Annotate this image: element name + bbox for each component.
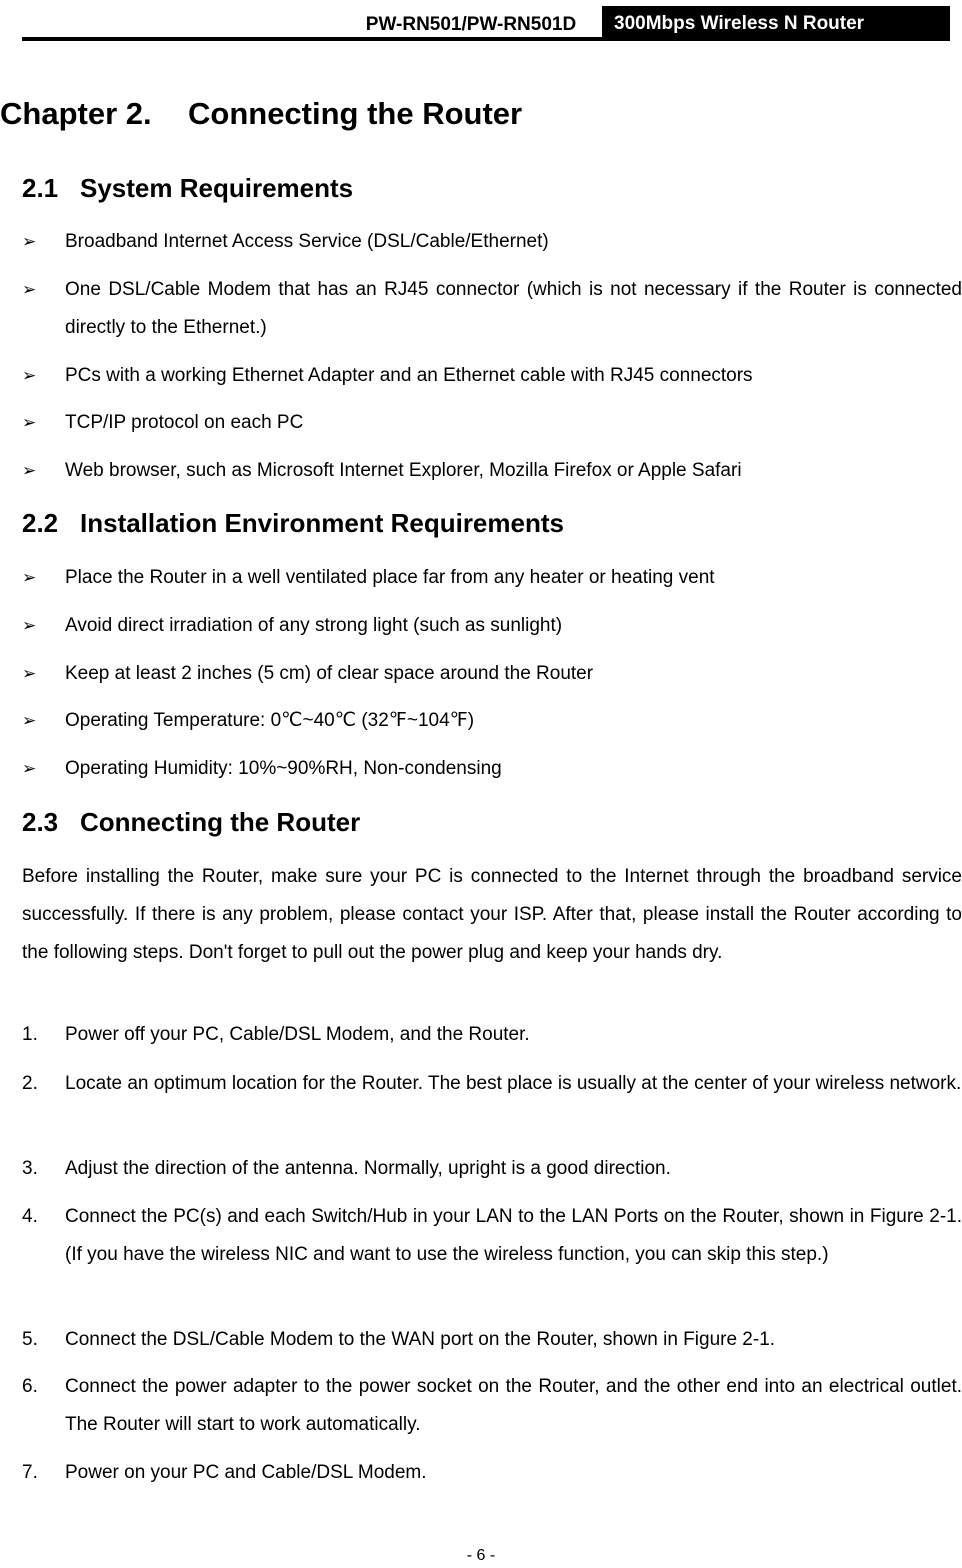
bullet-arrow-icon: ➢ bbox=[22, 280, 37, 300]
section-heading-2-1 bbox=[22, 172, 353, 204]
list-item-text: Web browser, such as Microsoft Internet Explorer, Mozilla Firefox or Apple Safari bbox=[65, 460, 742, 481]
list-item-text: Avoid direct irradiation of any strong light (such as sunlight) bbox=[65, 615, 563, 636]
step-number: 1. bbox=[22, 1024, 38, 1045]
section-title: System Requirements bbox=[80, 173, 354, 203]
step-text: Locate an optimum location for the Router. The best place is usually at the center of your wireless network. bbox=[65, 1073, 962, 1094]
step-number: 4. bbox=[22, 1206, 38, 1227]
step-item bbox=[22, 1016, 962, 1054]
list-item bbox=[22, 655, 962, 693]
page-number: - 6 - bbox=[466, 1547, 496, 1564]
chapter-title: Connecting the Router bbox=[188, 96, 523, 131]
list-item-text: Operating Humidity: 10%~90%RH, Non-condensing bbox=[65, 758, 502, 779]
step-number: 6. bbox=[22, 1376, 38, 1397]
section-heading-2-3 bbox=[22, 806, 360, 838]
step-text: Power off your PC, Cable/DSL Modem, and the Router. bbox=[65, 1024, 530, 1045]
step-item bbox=[22, 1150, 962, 1188]
bullet-arrow-icon: ➢ bbox=[22, 568, 37, 588]
header-product-title: 300Mbps Wireless N Router bbox=[602, 6, 950, 40]
list-item-text: Broadband Internet Access Service (DSL/Cable/Ethernet) bbox=[65, 231, 549, 252]
list-item bbox=[22, 452, 962, 490]
chapter-heading bbox=[0, 92, 522, 136]
list-item bbox=[22, 702, 962, 740]
list-item bbox=[22, 357, 962, 395]
bullet-arrow-icon: ➢ bbox=[22, 759, 37, 779]
list-item-text: Keep at least 2 inches (5 cm) of clear space around the Router bbox=[65, 663, 594, 684]
step-item bbox=[22, 1321, 962, 1359]
step-text: Connect the power adapter to the power socket on the Router, and the other end into an electrical outlet. The Router will start to work automatically. bbox=[65, 1376, 962, 1435]
list-item-text: One DSL/Cable Modem that has an RJ45 connector (which is not necessary if the Router is connected directly to the Ethernet.) bbox=[65, 279, 962, 338]
section-number: 2.1 bbox=[22, 173, 59, 203]
intro-paragraph: Before installing the Router, make sure your PC is connected to the Internet through the broadband service successfully. If there is any problem, please contact your ISP. After that, please install the Router according to the following steps. Don't forget to pull out the power plug and keep your hands dry. bbox=[22, 866, 962, 963]
bullet-arrow-icon: ➢ bbox=[22, 413, 37, 433]
bullet-arrow-icon: ➢ bbox=[22, 616, 37, 636]
step-text: Adjust the direction of the antenna. Normally, upright is a good direction. bbox=[65, 1158, 671, 1179]
step-number: 5. bbox=[22, 1329, 38, 1350]
section-number: 2.3 bbox=[22, 807, 59, 837]
bullet-arrow-icon: ➢ bbox=[22, 366, 37, 386]
list-item-text: Operating Temperature: 0℃~40℃ (32℉~104℉) bbox=[65, 710, 475, 731]
step-text: Connect the DSL/Cable Modem to the WAN port on the Router, shown in Figure 2-1. bbox=[65, 1329, 776, 1350]
bullet-arrow-icon: ➢ bbox=[22, 232, 37, 252]
step-text: Power on your PC and Cable/DSL Modem. bbox=[65, 1462, 427, 1483]
list-item-text: TCP/IP protocol on each PC bbox=[65, 412, 304, 433]
header-rule bbox=[22, 37, 950, 41]
bullet-arrow-icon: ➢ bbox=[22, 711, 37, 731]
step-item bbox=[22, 1198, 962, 1274]
step-number: 3. bbox=[22, 1158, 38, 1179]
list-item bbox=[22, 607, 962, 645]
list-item-text: PCs with a working Ethernet Adapter and an Ethernet cable with RJ45 connectors bbox=[65, 365, 753, 386]
section-title: Installation Environment Requirements bbox=[80, 508, 564, 538]
list-item-text: Place the Router in a well ventilated place far from any heater or heating vent bbox=[65, 567, 715, 588]
list-item bbox=[22, 559, 962, 597]
list-item bbox=[22, 404, 962, 442]
bullet-arrow-icon: ➢ bbox=[22, 664, 37, 684]
step-item bbox=[22, 1368, 962, 1444]
step-text: Connect the PC(s) and each Switch/Hub in your LAN to the LAN Ports on the Router, shown in Figure 2-1. (If you have the wireless NIC and want to use the wireless function, you can skip this step.) bbox=[65, 1206, 962, 1265]
bullet-arrow-icon: ➢ bbox=[22, 461, 37, 481]
list-item bbox=[22, 271, 962, 347]
step-item bbox=[22, 1454, 962, 1492]
step-number: 7. bbox=[22, 1462, 38, 1483]
section-number: 2.2 bbox=[22, 508, 59, 538]
list-item bbox=[22, 750, 962, 788]
section-title: Connecting the Router bbox=[80, 807, 361, 837]
chapter-number: Chapter 2. bbox=[0, 96, 152, 131]
section-heading-2-2 bbox=[22, 507, 564, 539]
header-model: PW-RN501/PW-RN501D bbox=[365, 14, 577, 35]
step-item bbox=[22, 1065, 962, 1103]
list-item bbox=[22, 223, 962, 261]
step-number: 2. bbox=[22, 1073, 38, 1094]
